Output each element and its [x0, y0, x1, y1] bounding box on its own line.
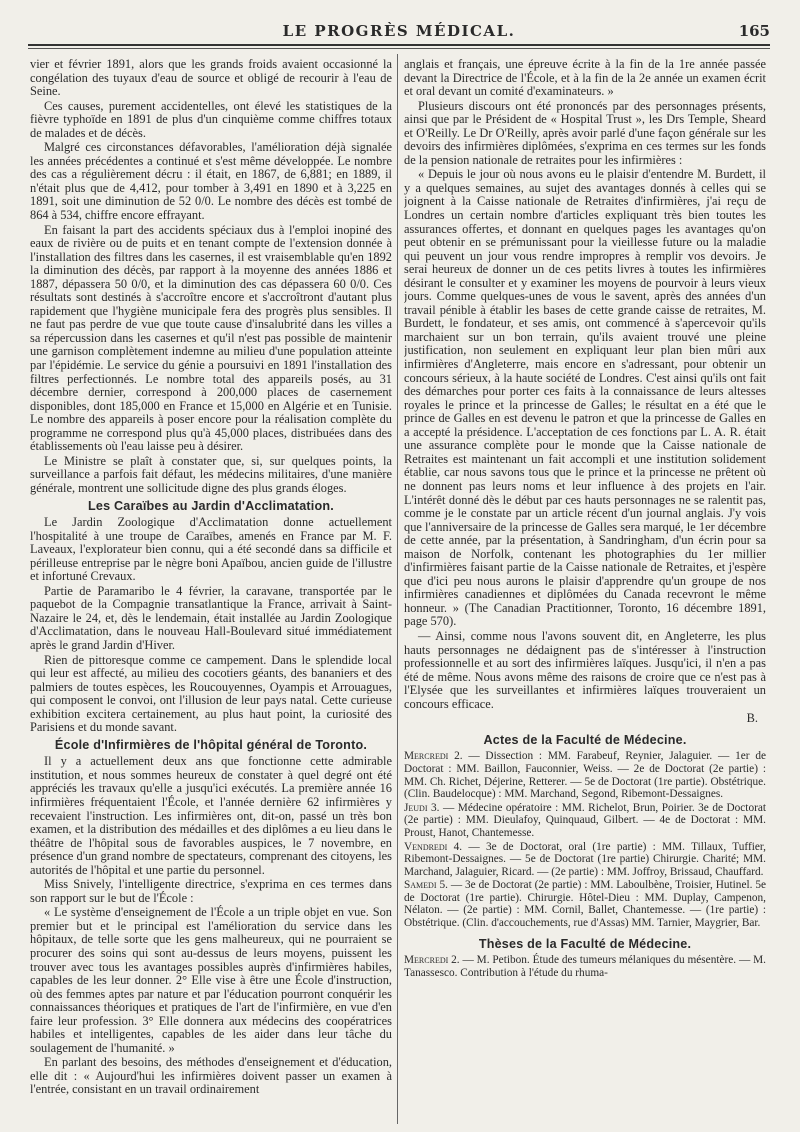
- header-rule-thin: [28, 48, 770, 49]
- theses-text: 2. — M. Petibon. Étude des tumeurs mélaniques du mésentère. — M. Tanassesco. Contribution à l'étude du rhuma-: [404, 954, 766, 979]
- paragraph: Malgré ces circonstances défavorables, l'amélioration déjà signalée les années précédentes a continué et s'est même développée. Le nombre des cas a régulièrement décru : il était, en 1867, de 6,881; en 1889, il n'était plus que de 4,412, pour tomber à 3,491 en 1890 et à 3,225 en 1891, soit une diminution de 52 0/0. Le nombre des décès est tombé de 864 à 534, chiffre encore effrayant.: [30, 140, 392, 223]
- paragraph: Miss Snively, l'intelligente directrice, s'exprima en ces termes dans son rapport sur le but de l'École :: [30, 877, 392, 905]
- schedule-entry: [404, 802, 766, 840]
- paragraph: En parlant des besoins, des méthodes d'enseignement et d'éducation, elle dit : « Aujourd'hui les infirmières doivent passer un examen à l'entrée, consistant en un travail ordinairement: [30, 1055, 392, 1097]
- theses-day: Mercredi: [404, 954, 449, 967]
- paragraph: Le Ministre se plaît à constater que, si, sur quelques points, la surveillance a parfois fait défaut, les médecins militaires, d'une manière générale, montrent une sollicitude digne des plus grands éloges.: [30, 453, 392, 495]
- schedule-entry: [404, 841, 766, 879]
- schedule-text: 5. — 3e de Doctorat (2e partie) : MM. Laboulbène, Troisier, Hutinel. 5e de Doctorat (1re partie). Chirurgie. Hôtel-Dieu : MM. Duplay, Campenon, Nélaton. — (2e partie) : MM. Cornil, Ballet, Chantemesse. — (1re partie) : Obstétrique. (Clin. d'accouchements, rue d'Assas) MM. Tarnier, Maygrier, Bar.: [404, 879, 766, 930]
- schedule-text: 3. — Médecine opératoire : MM. Richelot, Brun, Poirier. 3e de Doctorat (2e partie) : MM. Dieulafoy, Quinquaud, Gilbert. — 4e de Doctorat : MM. Proust, Hanot, Chantemesse.: [404, 801, 766, 839]
- page-header: [28, 18, 770, 44]
- paragraph: Plusieurs discours ont été prononcés par des personnages présents, ainsi que par le Président de « Hospital Trust », les Drs Temple, Sheard et O'Reilly. Le Dr O'Reilly, après avoir parlé d'une façon générale sur les devoirs des infirmières diplômées, s'exprima en ces termes sur les fonds de la pension nationale de retraites pour les infirmières :: [404, 98, 766, 167]
- author-signature: B.: [746, 711, 758, 726]
- section-heading-theses: Thèses de la Faculté de Médecine.: [478, 936, 692, 951]
- schedule-day: Jeudi: [404, 801, 428, 814]
- header-rule: [28, 44, 770, 46]
- paragraph: anglais et français, une épreuve écrite à la fin de la 1re année passée devant la Directrice de l'École, et à la fin de la 2e année un examen écrit et oral devant un comité d'examinateurs. »: [404, 58, 766, 99]
- paragraph: Ces causes, purement accidentelles, ont élevé les statistiques de la fièvre typhoïde en 1891 de plus d'un cinquième comme chiffres totaux de malades et de décès.: [30, 98, 392, 140]
- paragraph: Rien de pittoresque comme ce campement. Dans le splendide local qui leur est affecté, au milieu des cocotiers géants, des bananiers et des palmiers de toutes espèces, les Roucouyennes, Oyampis et Arrouagues, qui composent le convoi, ont l'illusion de leur pays natal. Cette curieuse exhibition excitera certainement, au plus haut point, la curiosité des Parisiens et du monde savant.: [30, 652, 392, 735]
- paragraph: Le Jardin Zoologique d'Acclimatation donne actuellement l'hospitalité à une troupe de Caraïbes, amenés en France par M. F. Laveaux, l'explorateur bien connu, qui a été secondé dans sa difficile et périlleuse entreprise par le nègre boni Apaïbou, ancien guide de l'illustre et infortuné Crevaux.: [30, 515, 392, 584]
- schedule-day: Samedi: [404, 879, 437, 892]
- right-column: [404, 58, 766, 1124]
- section-heading-toronto: École d'Infirmières de l'hôpital général de Toronto.: [54, 737, 368, 752]
- paragraph: Partie de Paramaribo le 4 février, la caravane, transportée par le paquebot de la Compagnie transatlantique la France, arrivait à Saint-Nazaire le 24, et, dès le lendemain, était installée au Jardin Zoologique d'Acclimatation, dans le nouveau Hall-Boulevard situé immédiatement après le grand Jardin d'Hiver.: [30, 583, 392, 652]
- section-heading-caraibes: Les Caraïbes au Jardin d'Acclimatation.: [88, 498, 334, 513]
- section-heading-actes: Actes de la Faculté de Médecine.: [483, 732, 687, 747]
- schedule-entry: [404, 879, 766, 929]
- theses-entry: [404, 954, 766, 979]
- paragraph: — Ainsi, comme nous l'avons souvent dit, en Angleterre, les plus hauts personnages ne dédaignent pas de s'intéresser à l'instruction professionnelle et au sort des infirmières laïques. Jusqu'ici, il n'en a pas été de même. Nous avons même des raisons de croire que ce n'est pas à l'Elysée que les surveillantes et infirmières laïques trouveraient un concours efficace.: [404, 628, 766, 711]
- paragraph: vier et février 1891, alors que les grands froids avaient occasionné la congélation des tuyaux d'eau de source et obligé de recourir à l'eau de Seine.: [30, 58, 392, 99]
- paragraph: « Depuis le jour où nous avons eu le plaisir d'entendre M. Burdett, il y a quelques semaines, au sujet des avantages donnés à celles qui se joignent à la Caisse nationale de Retraites d'infirmières, j'ai reçu de Londres un certain nombre d'articles expliquant très bien toutes les assurances offertes, et donnant en quelques pages les avantages qu'on peut obtenir en se prémunissant pour la vieillesse future ou la maladie qui peuvent un jour vous rendre impropres à remplir vos devoirs. Je serai heureux de donner un de ces petits livres à toutes les infirmières désirant le consulter et y examiner les moyens de pourvoir à leurs vieux jours. Comme quelques-unes de vous le savent, après des années d'un travail pénible à établir les bases de cette grande caisse de retraites, M. Burdett, le fondateur, et ses amis, ont commencé à s'apercevoir qu'ils marchaient sur un bon terrain, qu'ils avaient trouvé une pleine justification, non seulement en expliquant leur plan bien mûri aux infirmières d'Angleterre, mais encore en s'adressant, pour obtenir un concours sérieux, à la haute société de Londres. C'est ainsi qu'ils ont fait des démarches pour porter ces faits à la connaissance de leurs altesses royales le prince et la princesse de Galles; le résultat en a été que le prince de Galles en est devenu le patron et que la princesse de Galles en a accepté la présidence. L'acceptation de ces fonctions par L. A. R. était une assurance complète pour le monde que la Caisse nationale de Retraites est maintenant un fait accompli et une institution solidement établie, car nous savons tous que le prince et la princesse ne prêtent où ne donnent pas leurs noms et leur influence à des projets en l'air. L'intérêt donné dès le début par ces hauts personnages ne se ralentit pas, comme je le constate par un article récent d'un journal anglais. J'y vois que l'anniversaire de la princesse de Galles sera marqué, le 1er décembre de cette année, par la présentation, à Sandringham, d'un écrin pour sa maison de Norfolk, contenant les photographies du 1er millier d'infirmières faisant partie de la Caisse nationale de Retraites, et j'espère que d'ici peu nous aurons le plaisir d'apprendre qu'un groupe de nos infirmières canadiennes et diplômées du Canada recevront le même honneur. » (The Canadian Practitionner, Toronto, 16 décembre 1891, page 570).: [404, 167, 766, 629]
- schedule-text: 2. — Dissection : MM. Farabeuf, Reynier, Jalaguier. — 1er de Doctorat : MM. Baillon, Fauconnier, Weiss. — 2e de Doctorat (2e partie) : MM. Ch. Richet, Déjerine, Retterer. — 5e de Doctorat (1re partie). Obstétrique. (Clin. Baudelocque) : MM. Marchand, Segond, Ribemont-Dessaignes.: [404, 750, 766, 801]
- page-number: 165: [738, 22, 770, 40]
- paragraph: « Le système d'enseignement de l'École a un triple objet en vue. Son premier but et le principal est l'amélioration du service dans les hôpitaux, de telle sorte que les gens malheureux, qui ne pourraient se procurer des soins qui sont au-dessus de leurs moyens, puissent les trouver avec tous les avantages possibles auprès d'infirmières habiles, capables de les leur donner. 2° Elle vise à être une École d'instruction, où des femmes aptes par nature et par l'éducation pourront conquérir les connaissances théoriques et pratiques de l'art de l'infirmière, en vue d'en faire leur profession. 3° Elle donnera aux médecins des coopératrices habiles et intelligentes, capables de les aider dans leur tâche du soulagement de l'humanité. »: [30, 905, 392, 1055]
- column-divider: [397, 54, 398, 1124]
- paragraph: Il y a actuellement deux ans que fonctionne cette admirable institution, et nous sommes heureux de constater à quel degré ont été appréciés les travaux qu'elle a jusqu'ici exécutés. La première année 16 infirmières fréquentaient l'École, et l'année dernière 62 infirmières y recevaient l'instruction. Les infirmières ont, dit-on, passé un très bon examen, et la distribution des médailles et des diplômes a eu lieu dans le théâtre de l'hôpital sous de favorables auspices, le 7 novembre, en présence d'un grand nombre de spectateurs, comprenant des citoyens, les autorités de l'hôpital et une partie du personnel.: [30, 754, 392, 877]
- schedule-text: 4. — 3e de Doctorat, oral (1re partie) : MM. Tillaux, Tuffier, Ribemont-Dessaignes. — 5e de Doctorat (1re partie) Chirurgie. Charité; MM. Marchand, Jalaguier, Ricard. — (2e partie) : MM. Joffroy, Brissaud, Chauffard.: [404, 840, 766, 878]
- schedule-day: Mercredi: [404, 750, 449, 763]
- paragraph: En faisant la part des accidents spéciaux dus à l'emploi inopiné des eaux de rivière ou de puits et en tenant compte de l'extension donnée à l'installation des filtres dans les casernes, il est vraisemblable qu'en 1892 la diminution des décès, par rapport à la moyenne des années 1886 et 1887, dépassera 50 0/0, et la diminution des cas dépassera 60 0/0. Ces résultats sont destinés à s'accroître encore et s'accroîtront d'autant plus rapidement que l'hygiène municipale fera des progrès plus sensibles. Il ne faut pas perdre de vue que toute cause d'insalubrité dans les villes a sa répercussion dans les casernes et qu'il n'est pas possible de maintenir une garnison complètement indemne au milieu d'une population atteinte par l'épidémie. Le service du génie a poursuivi en 1891 l'installation des filtres perfectionnés. Le nombre total des appareils posés, au 31 décembre dernier, correspond à 200,000 places de casernement disponibles, dont 185,000 en France et 15,000 en Algérie et en Tunisie. Le nombre des appareils à poser encore pour la réalisation complète du programme ne correspond plus qu'à 45,000 places, distribuées dans des établissements où l'eau laisse peu à désirer.: [30, 222, 392, 454]
- journal-title: LE PROGRÈS MÉDICAL.: [282, 22, 516, 40]
- left-column: [30, 58, 392, 1124]
- schedule-day: Vendredi: [404, 840, 448, 853]
- schedule-entry: [404, 750, 766, 800]
